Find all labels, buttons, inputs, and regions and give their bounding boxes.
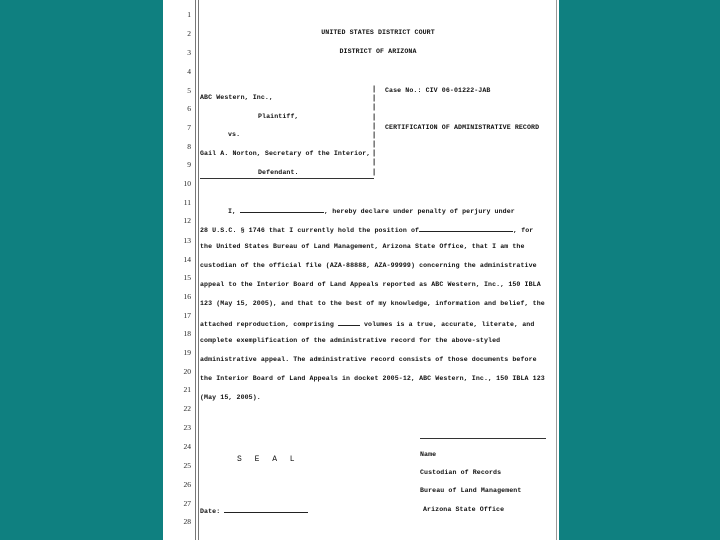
- line-number: 22: [183, 404, 191, 413]
- body-line-19: administrative appeal. The administrative record consists of those documents before: [200, 356, 537, 363]
- line-number: 7: [187, 123, 191, 132]
- case-number: Case No.: CIV 06-01222-JAB: [385, 87, 491, 94]
- body-line-21: (May 15, 2005).: [200, 394, 261, 401]
- versus-label: vs.: [228, 131, 241, 138]
- body-line-17: attached reproduction, comprising volumes is a true, accurate, literate, and: [200, 321, 535, 328]
- line-number: 16: [183, 292, 191, 301]
- line-number: 1: [187, 10, 191, 19]
- caption-bar: |: [372, 141, 377, 149]
- court-name: UNITED STATES DISTRICT COURT: [321, 29, 435, 36]
- caption-bar: |: [372, 95, 377, 103]
- signer-office: Arizona State Office: [423, 506, 505, 513]
- line-number: 21: [183, 385, 191, 394]
- caption-bottom-line: [200, 178, 374, 179]
- signer-title: Custodian of Records: [420, 469, 502, 476]
- body-line-18: complete exemplification of the administrative record for the above-styled: [200, 337, 501, 344]
- caption-bar: |: [372, 169, 377, 177]
- line-number: 14: [183, 255, 191, 264]
- line-number: 27: [183, 499, 191, 508]
- line-number: 8: [187, 142, 191, 151]
- defendant-name: Gail A. Norton, Secretary of the Interior,: [200, 150, 371, 157]
- caption-bar: |: [372, 86, 377, 94]
- signer-name-label: Name: [420, 451, 437, 458]
- caption-bar: |: [372, 132, 377, 140]
- body-line-16: 123 (May 15, 2005), and that to the best of my knowledge, information and belief, the: [200, 300, 545, 307]
- signature-line: [420, 438, 546, 439]
- seal-label: S E A L: [237, 455, 299, 464]
- body-line-14: custodian of the official file (AZA-88888, AZA-99999) concerning the administrative: [200, 262, 537, 269]
- right-margin-rule: [556, 0, 557, 540]
- date-blank: [224, 506, 308, 513]
- line-number: 13: [183, 236, 191, 245]
- line-number: 12: [183, 216, 191, 225]
- line-number: 5: [187, 86, 191, 95]
- line-number: 11: [183, 198, 191, 207]
- line-number: 24: [183, 442, 191, 451]
- left-margin-rule-inner: [198, 0, 199, 540]
- line-number: 6: [187, 104, 191, 113]
- line-number: 15: [183, 273, 191, 282]
- line-number: 25: [183, 461, 191, 470]
- defendant-label: Defendant.: [258, 169, 299, 176]
- line-number: 23: [183, 423, 191, 432]
- line-number: 17: [183, 311, 191, 320]
- line-number: 4: [187, 67, 191, 76]
- line-number: 3: [187, 48, 191, 57]
- pleading-page: [163, 0, 559, 540]
- document-title: CERTIFICATION OF ADMINISTRATIVE RECORD: [385, 124, 540, 131]
- declarant-name-blank: [240, 206, 324, 213]
- caption-bar: |: [372, 123, 377, 131]
- line-number: 28: [183, 517, 191, 526]
- left-margin-rule: [195, 0, 196, 540]
- caption-bar: |: [372, 150, 377, 158]
- volumes-blank: [338, 319, 360, 326]
- line-number: 20: [183, 367, 191, 376]
- body-line-15: appeal to the Interior Board of Land Appeals reported as ABC Western, Inc., 150 IBLA: [200, 281, 541, 288]
- line-number: 19: [183, 348, 191, 357]
- line-number: 9: [187, 160, 191, 169]
- caption-bar: |: [372, 159, 377, 167]
- body-line-11: I, , hereby declare under penalty of perjury under: [228, 208, 515, 215]
- position-blank: [419, 225, 513, 232]
- court-district: DISTRICT OF ARIZONA: [339, 48, 417, 55]
- caption-bar: |: [372, 114, 377, 122]
- line-number: 2: [187, 29, 191, 38]
- body-line-13: the United States Bureau of Land Management, Arizona State Office, that I am the: [200, 243, 525, 250]
- body-line-12: 28 U.S.C. § 1746 that I currently hold the position of , for: [200, 227, 534, 234]
- date-field: Date:: [200, 506, 308, 515]
- body-line-20: the Interior Board of Land Appeals in docket 2005-12, ABC Western, Inc., 150 IBLA 123: [200, 375, 545, 382]
- plaintiff-label: Plaintiff,: [258, 113, 299, 120]
- line-number: 10: [183, 179, 191, 188]
- line-number: 26: [183, 480, 191, 489]
- line-number: 18: [183, 329, 191, 338]
- plaintiff-name: ABC Western, Inc.,: [200, 94, 274, 101]
- caption-bar: |: [372, 104, 377, 112]
- signer-agency: Bureau of Land Management: [420, 487, 522, 494]
